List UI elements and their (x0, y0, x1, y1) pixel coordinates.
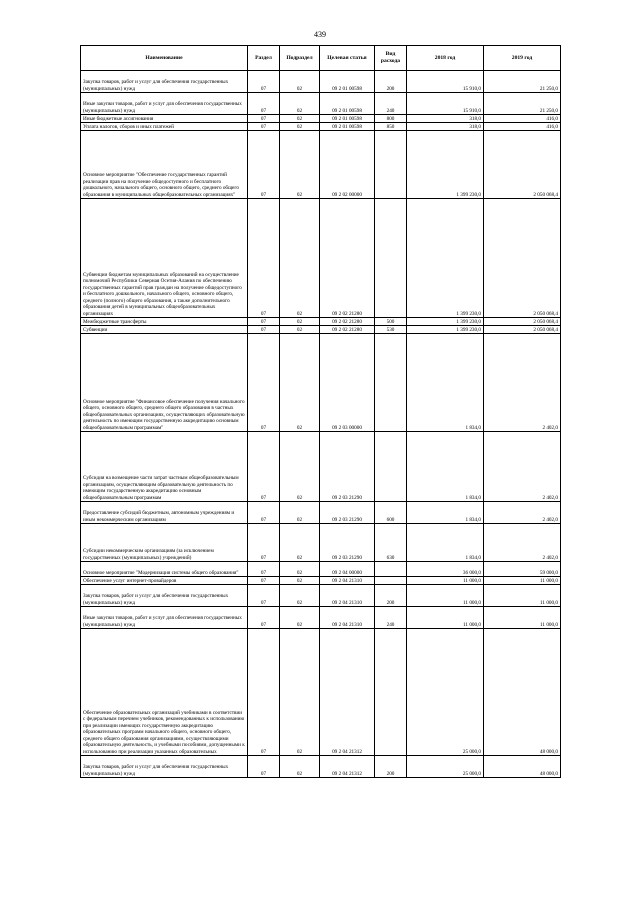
row-2019: 2 402,0 (484, 334, 561, 432)
row-kind (375, 577, 407, 585)
row-subsection: 02 (280, 199, 320, 318)
row-subsection: 02 (280, 629, 320, 756)
row-name: Основное мероприятие "Модернизация системы общего образования" (81, 562, 248, 577)
row-kind (375, 334, 407, 432)
row-target: 09 2 02 21280 (320, 326, 375, 334)
row-kind: 500 (375, 318, 407, 326)
table-row (81, 502, 561, 524)
row-target: 09 2 04 21312 (320, 756, 375, 778)
row-kind (375, 432, 407, 502)
row-section: 07 (248, 318, 280, 326)
row-2018: 1 834,0 (407, 334, 484, 432)
row-subsection: 02 (280, 93, 320, 115)
row-2018: 11 000,0 (407, 585, 484, 607)
row-2018: 1 399 230,0 (407, 131, 484, 199)
row-name: Обеспечение образовательных организаций учебниками в соответствии с федеральным перечнем учебников, рекомендованных к использованию при реализации имеющих государственную аккредитацию образовательных программ начального общего, основного общего, среднего общего образования организациями, осуществляющими образовательную деятельность, и учебными пособиями, допущенными к использованию при реализации указанных образовательных (81, 629, 248, 756)
table-row (81, 585, 561, 607)
row-2018: 11 000,0 (407, 577, 484, 585)
row-kind: 200 (375, 71, 407, 93)
row-section: 07 (248, 115, 280, 123)
row-section: 07 (248, 756, 280, 778)
row-name: Закупка товаров, работ и услуг для обеспечения государственных (муниципальных) нужд (81, 585, 248, 607)
row-2018: 1 399 230,0 (407, 199, 484, 318)
row-name: Иные закупки товаров, работ и услуг для обеспечения государственных (муниципальных) нужд (81, 93, 248, 115)
row-2018: 15 910,0 (407, 71, 484, 93)
row-2019: 2 050 068,4 (484, 199, 561, 318)
row-2019: 416,0 (484, 115, 561, 123)
row-section: 07 (248, 93, 280, 115)
row-target: 09 2 02 21280 (320, 199, 375, 318)
row-2019: 2 050 068,4 (484, 131, 561, 199)
row-2018: 25 000,0 (407, 756, 484, 778)
table-row (81, 93, 561, 115)
row-section: 07 (248, 577, 280, 585)
header-2018: 2018 год (407, 46, 484, 71)
row-2018: 25 000,0 (407, 629, 484, 756)
row-kind (375, 199, 407, 318)
row-subsection: 02 (280, 607, 320, 629)
row-section: 07 (248, 123, 280, 131)
row-section: 07 (248, 334, 280, 432)
row-2018: 1 834,0 (407, 432, 484, 502)
row-subsection: 02 (280, 326, 320, 334)
row-subsection: 02 (280, 71, 320, 93)
row-subsection: 02 (280, 756, 320, 778)
row-kind (375, 629, 407, 756)
row-2018: 11 000,0 (407, 607, 484, 629)
table-row (81, 326, 561, 334)
row-section: 07 (248, 199, 280, 318)
table-row (81, 123, 561, 131)
table-row (81, 432, 561, 502)
row-2018: 1 399 230,0 (407, 326, 484, 334)
row-name: Основное мероприятие "Финансовое обеспечение получения начального общего, основного общего, среднего общего образования в частных общеобразовательных организациях, осуществляющих образовательную деятельность по имеющим государственную аккредитацию основным общеобразовательным программам" (81, 334, 248, 432)
row-kind: 800 (375, 115, 407, 123)
table-row (81, 577, 561, 585)
table-row (81, 131, 561, 199)
budget-table (80, 45, 561, 778)
row-subsection: 02 (280, 577, 320, 585)
row-kind: 240 (375, 93, 407, 115)
row-kind: 630 (375, 524, 407, 562)
row-section: 07 (248, 432, 280, 502)
page-number: 439 (314, 30, 326, 39)
row-kind: 600 (375, 502, 407, 524)
row-2019: 416,0 (484, 123, 561, 131)
table-row (81, 199, 561, 318)
row-2019: 11 000,0 (484, 607, 561, 629)
row-subsection: 02 (280, 524, 320, 562)
row-2018: 1 399 230,0 (407, 318, 484, 326)
row-2019: 2 402,0 (484, 432, 561, 502)
row-name: Закупка товаров, работ и услуг для обеспечения государственных (муниципальных) нужд (81, 71, 248, 93)
row-2019: 2 050 068,4 (484, 326, 561, 334)
row-subsection: 02 (280, 131, 320, 199)
row-kind: 850 (375, 123, 407, 131)
header-name: Наименование (81, 46, 248, 71)
row-subsection: 02 (280, 432, 320, 502)
row-target: 09 2 02 00000 (320, 131, 375, 199)
row-target: 09 2 04 00000 (320, 562, 375, 577)
row-kind: 240 (375, 607, 407, 629)
row-section: 07 (248, 131, 280, 199)
row-kind: 200 (375, 585, 407, 607)
row-2019: 11 000,0 (484, 585, 561, 607)
row-target: 09 2 02 21280 (320, 318, 375, 326)
row-2019: 48 000,0 (484, 629, 561, 756)
row-section: 07 (248, 71, 280, 93)
row-section: 07 (248, 607, 280, 629)
table-row (81, 756, 561, 778)
row-2019: 59 000,0 (484, 562, 561, 577)
table-row (81, 524, 561, 562)
row-name: Межбюджетные трансферты (81, 318, 248, 326)
row-kind (375, 131, 407, 199)
row-target: 09 2 04 21310 (320, 607, 375, 629)
row-section: 07 (248, 562, 280, 577)
row-section: 07 (248, 524, 280, 562)
row-2018: 1 834,0 (407, 524, 484, 562)
row-target: 09 2 04 21310 (320, 577, 375, 585)
row-name: Субвенции бюджетам муниципальных образований на осуществление полномочий Республики Северная Осетия-Алания по обеспечению государственных гарантий прав граждан на получение общедоступного и бесплатного дошкольного, начального общего, основного общего, среднего (полного) общего образования, а также дополнительного образования детей в муниципальных общеобразовательных организациях (81, 199, 248, 318)
row-subsection: 02 (280, 115, 320, 123)
row-2019: 21 250,0 (484, 71, 561, 93)
row-kind (375, 562, 407, 577)
row-2019: 2 402,0 (484, 524, 561, 562)
row-section: 07 (248, 629, 280, 756)
row-section: 07 (248, 585, 280, 607)
row-name: Иные закупки товаров, работ и услуг для обеспечения государственных (муниципальных) нужд (81, 607, 248, 629)
row-2019: 48 000,0 (484, 756, 561, 778)
header-2019: 2019 год (484, 46, 561, 71)
row-target: 09 2 03 21290 (320, 502, 375, 524)
row-2018: 318,0 (407, 115, 484, 123)
table-row (81, 115, 561, 123)
row-subsection: 02 (280, 318, 320, 326)
table-row (81, 318, 561, 326)
row-section: 07 (248, 326, 280, 334)
row-name: Основное мероприятие "Обеспечение государственных гарантий реализации прав на получение общедоступного и бесплатного дошкольного, начального общего, основного общего, среднего общего образования в муниципальных общеобразовательных организациях" (81, 131, 248, 199)
row-target: 09 2 04 21312 (320, 629, 375, 756)
row-name: Субсидия на возмещение части затрат частным общеобразовательным организациям, осуществляющим образовательную деятельность по имеющим государственную аккредитацию основным общеобразовательным программам (81, 432, 248, 502)
row-target: 09 2 03 00000 (320, 334, 375, 432)
table-row (81, 71, 561, 93)
table-row (81, 629, 561, 756)
row-target: 09 2 01 00598 (320, 71, 375, 93)
header-subsection: Подраздел (280, 46, 320, 71)
row-target: 09 2 03 21290 (320, 524, 375, 562)
row-target: 09 2 03 21290 (320, 432, 375, 502)
row-2018: 15 910,0 (407, 93, 484, 115)
row-target: 09 2 01 00598 (320, 115, 375, 123)
row-name: Уплата налогов, сборов и иных платежей (81, 123, 248, 131)
header-section: Раздел (248, 46, 280, 71)
row-name: Закупка товаров, работ и услуг для обеспечения государственных (муниципальных) нужд (81, 756, 248, 778)
row-subsection: 02 (280, 502, 320, 524)
table-row (81, 607, 561, 629)
row-2019: 11 000,0 (484, 577, 561, 585)
row-name: Субвенции (81, 326, 248, 334)
row-subsection: 02 (280, 334, 320, 432)
row-name: Субсидии некоммерческим организациям (за исключением государственных (муниципальных) учреждений) (81, 524, 248, 562)
table-header-row (81, 46, 561, 71)
header-kind: Вид расхода (375, 46, 407, 71)
row-2019: 2 402,0 (484, 502, 561, 524)
header-target: Целевая статья (320, 46, 375, 71)
row-2019: 2 050 068,4 (484, 318, 561, 326)
row-name: Обеспечение услуг интернет-провайдеров (81, 577, 248, 585)
table-row (81, 562, 561, 577)
row-subsection: 02 (280, 562, 320, 577)
row-subsection: 02 (280, 585, 320, 607)
row-kind: 200 (375, 756, 407, 778)
row-name: Предоставление субсидий бюджетным, автономным учреждениям и иным некоммерческим организациям (81, 502, 248, 524)
row-kind: 530 (375, 326, 407, 334)
row-name: Иные бюджетные ассигнования (81, 115, 248, 123)
row-section: 07 (248, 502, 280, 524)
row-2018: 36 000,0 (407, 562, 484, 577)
row-target: 09 2 01 00598 (320, 123, 375, 131)
table-row (81, 334, 561, 432)
row-2018: 318,0 (407, 123, 484, 131)
row-2018: 1 834,0 (407, 502, 484, 524)
row-target: 09 2 01 00598 (320, 93, 375, 115)
row-2019: 21 250,0 (484, 93, 561, 115)
row-target: 09 2 04 21310 (320, 585, 375, 607)
row-subsection: 02 (280, 123, 320, 131)
